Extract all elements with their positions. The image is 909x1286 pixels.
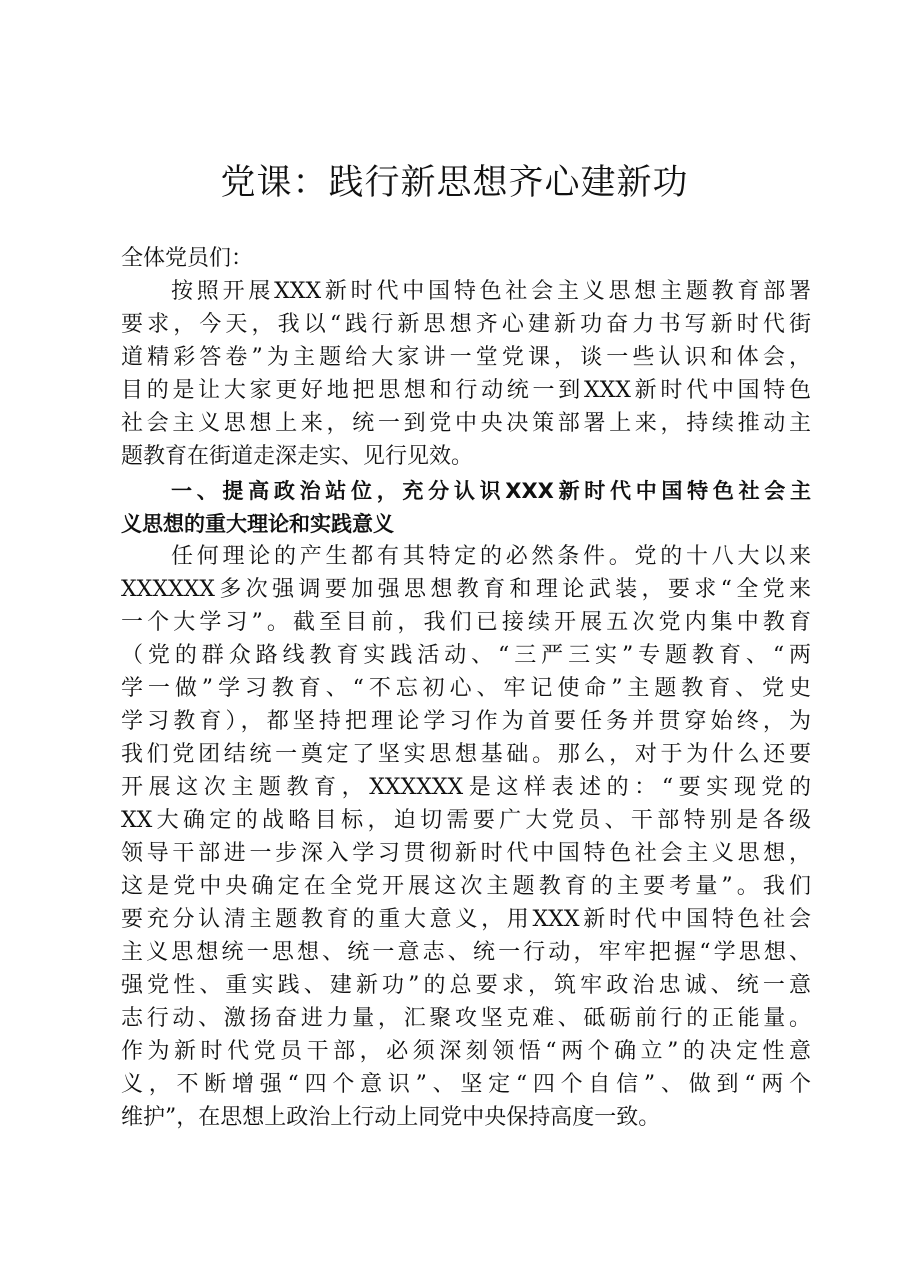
section-heading: 一、提高政治站位，充分认识XXX新时代中国特色社会主 [171, 479, 811, 503]
paragraph-line: 强党性、重实践、建新功”的总要求，筑牢政治忠诚、统一意 [121, 973, 811, 998]
paragraph-line: 学习教育），都坚持把理论学习作为首要任务并贯穿始终，为 [121, 709, 811, 734]
paragraph-line: XX大确定的战略目标，迫切需要广大党员、干部特别是各级 [121, 808, 811, 833]
paragraph-line: 目的是让大家更好地把思想和行动统一到XXX新时代中国特色 [121, 378, 811, 403]
paragraph-line: 任何理论的产生都有其特定的必然条件。党的十八大以来 [171, 544, 811, 569]
section-heading: 义思想的重大理论和实践意义 [121, 512, 394, 536]
paragraph-line: 义，不断增强“四个意识”、坚定“四个自信”、做到“两个 [121, 1072, 811, 1097]
document-title: 党课：践行新思想齐心建新功 [220, 163, 689, 203]
paragraph-line: 要求，今天，我以“践行新思想齐心建新功奋力书写新时代街 [121, 312, 811, 337]
paragraph-line: 要充分认清主题教育的重大意义，用XXX新时代中国特色社会 [121, 907, 811, 932]
paragraph-line: 这是党中央确定在全党开展这次主题教育的主要考量”。我们 [121, 874, 811, 899]
paragraph-line: 主义思想统一思想、统一意志、统一行动，牢牢把握“学思想、 [121, 940, 811, 965]
paragraph-line: XXXXXX多次强调要加强思想教育和理论武装，要求“全党来 [121, 577, 811, 602]
paragraph-line: 按照开展XXX新时代中国特色社会主义思想主题教育部署 [171, 279, 811, 304]
paragraph-line: 领导干部进一步深入学习贯彻新时代中国特色社会主义思想， [121, 841, 811, 866]
paragraph-line: 志行动、激扬奋进力量，汇聚攻坚克难、砥砺前行的正能量。 [121, 1006, 811, 1031]
paragraph-line: 维护”，在思想上政治上行动上同党中央保持高度一致。 [121, 1105, 661, 1130]
paragraph-line: （党的群众路线教育实践活动、“三严三实”专题教育、“两 [121, 643, 811, 668]
paragraph-line: 学一做”学习教育、“不忘初心、牢记使命”主题教育、党史 [121, 676, 811, 701]
salutation: 全体党员们： [121, 246, 254, 271]
paragraph-line: 我们党团结统一奠定了坚实思想基础。那么，对于为什么还要 [121, 742, 811, 767]
paragraph-line: 社会主义思想上来，统一到党中央决策部署上来，持续推动主 [121, 411, 811, 436]
paragraph-line: 作为新时代党员干部，必须深刻领悟“两个确立”的决定性意 [121, 1039, 811, 1064]
paragraph-line: 开展这次主题教育，XXXXXX是这样表述的：“要实现党的 [121, 775, 811, 800]
paragraph-line: 题教育在街道走深走实、见行见效。 [121, 444, 474, 469]
paragraph-line: 一个大学习”。截至目前，我们已接续开展五次党内集中教育 [121, 610, 811, 635]
paragraph-line: 道精彩答卷”为主题给大家讲一堂党课，谈一些认识和体会， [121, 345, 811, 370]
